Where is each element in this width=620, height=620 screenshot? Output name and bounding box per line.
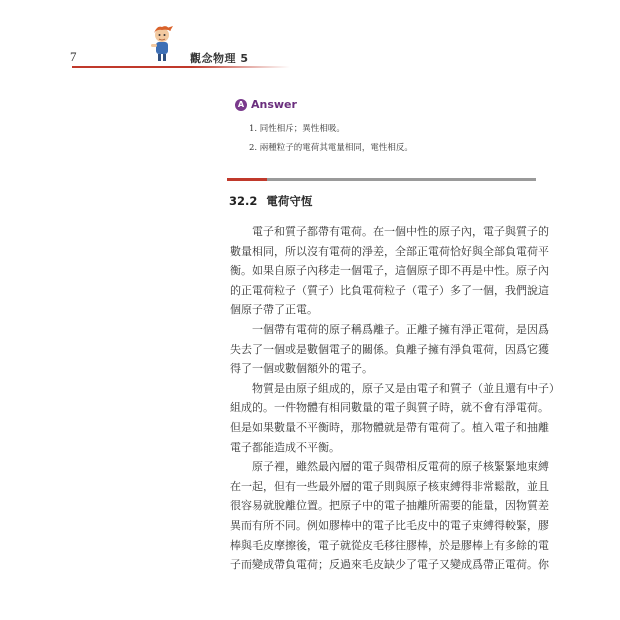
body-text bbox=[230, 222, 560, 575]
body-line: 電子和質子都帶有電荷。在一個中性的原子內，電子與質子的 bbox=[252, 225, 549, 238]
answer-badge-icon: A bbox=[235, 99, 247, 111]
chapter-header-title: 觀念物理 5 bbox=[190, 52, 249, 65]
answer-item: 1. 同性相斥；異性相吸。 bbox=[249, 124, 345, 134]
body-line: 但是如果數量不平衡時，那物體就是帶有電荷了。植入電子和抽離 bbox=[230, 420, 549, 434]
body-line: 組成的。一件物體有相同數量的電子與質子時，就不會有淨電荷。 bbox=[230, 401, 549, 415]
section-rule-accent bbox=[227, 178, 267, 181]
section-rule bbox=[227, 178, 536, 181]
section-number: 32.2 bbox=[229, 194, 258, 208]
body-line: 得了一個或數個額外的電子。 bbox=[230, 362, 373, 376]
body-line: 很容易就脫離位置。把原子中的電子抽離所需要的能量，因物質差 bbox=[230, 499, 549, 513]
page-number: 7 bbox=[70, 49, 77, 64]
header-rule bbox=[72, 66, 290, 68]
body-line: 一個帶有電荷的原子稱爲離子。正離子擁有淨正電荷，是因爲 bbox=[252, 322, 549, 336]
cartoon-mascot-icon bbox=[147, 24, 177, 64]
body-line: 數量相同，所以沒有電荷的淨差，全部正電荷恰好與全部負電荷平 bbox=[230, 244, 549, 258]
body-line: 子而變成帶負電荷；反過來毛皮缺少了電子又變成爲帶正電荷。你 bbox=[230, 558, 549, 572]
body-line: 原子裡，雖然最內層的電子與帶相反電荷的原子核緊緊地束縛 bbox=[252, 460, 549, 474]
answer-heading bbox=[235, 98, 297, 111]
section-title: 電荷守恆 bbox=[266, 194, 313, 208]
answer-item: 2. 兩種粒子的電荷其電量相同，電性相反。 bbox=[249, 143, 413, 153]
body-line: 個原子帶了正電。 bbox=[230, 303, 318, 317]
body-line: 物質是由原子組成的，原子又是由電子和質子（並且還有中子） bbox=[252, 381, 560, 395]
body-line: 失去了一個或是數個電子的關係。負離子擁有淨負電荷，因爲它獲 bbox=[230, 342, 549, 356]
body-line: 電子都能造成不平衡。 bbox=[230, 440, 340, 454]
body-line: 在一起，但有一些最外層的電子則與原子核束縛得非常鬆散，並且 bbox=[230, 479, 549, 493]
body-line: 棒與毛皮摩擦後，電子就從皮毛移往膠棒，於是膠棒上有多餘的電 bbox=[230, 538, 549, 552]
body-line: 的正電荷粒子（質子）比負電荷粒子（電子）多了一個，我們說這 bbox=[230, 283, 549, 297]
answer-label: Answer bbox=[251, 98, 297, 111]
body-line: 衡。如果自原子內移走一個電子，這個原子即不再是中性。原子內 bbox=[230, 264, 549, 278]
body-line: 異而有所不同。例如膠棒中的電子比毛皮中的電子束縛得較緊，膠 bbox=[230, 518, 549, 532]
answer-list bbox=[249, 120, 413, 158]
section-heading bbox=[229, 193, 312, 209]
